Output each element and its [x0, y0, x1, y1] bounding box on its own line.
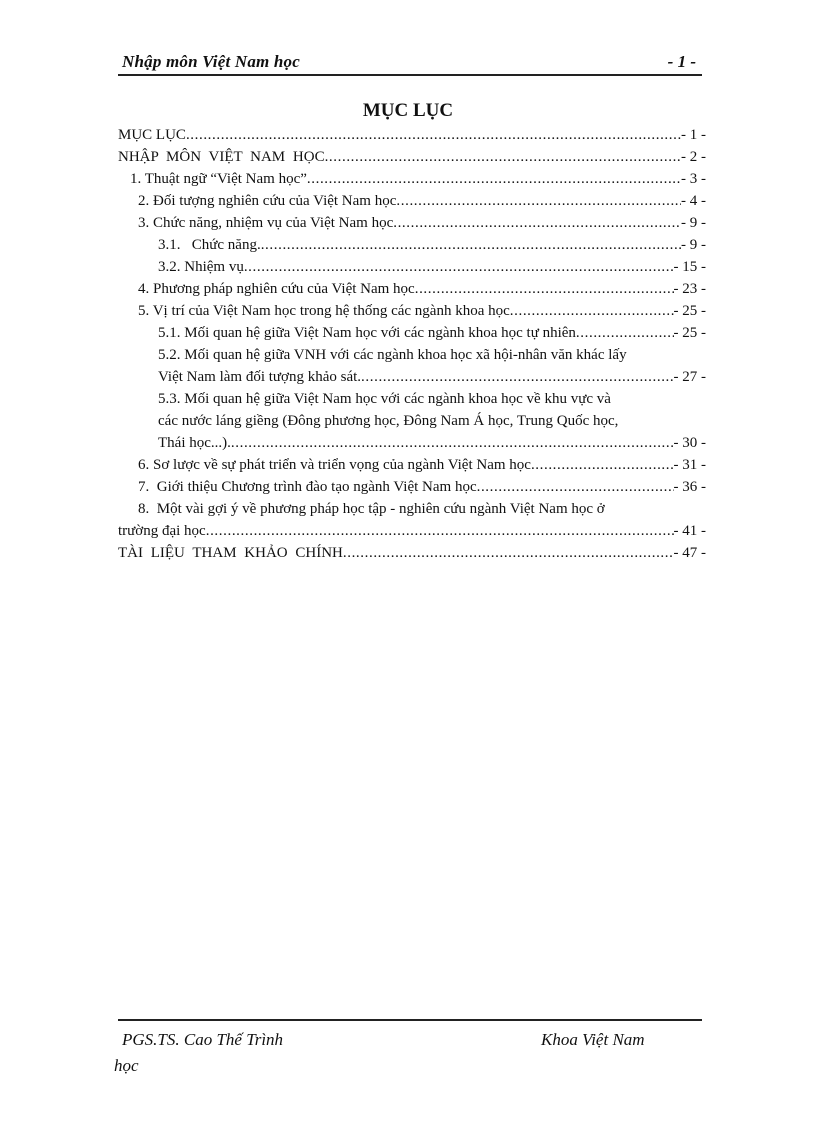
- toc-entry-3-1[interactable]: [118, 234, 706, 256]
- toc-leader-dots: [244, 256, 674, 278]
- toc-entry-2[interactable]: [118, 190, 706, 212]
- toc-entry-3[interactable]: [118, 212, 706, 234]
- toc-entry-text-line: 5.3. Mối quan hệ giữa Việt Nam học với các ngành khoa học về khu vực và: [158, 391, 611, 407]
- toc-entry-text-line: các nước láng giềng (Đông phương học, Đông Nam Á học, Trung Quốc học,: [158, 413, 619, 429]
- toc-leader-dots: [325, 146, 681, 168]
- table-of-contents: [118, 124, 706, 564]
- toc-leader-dots: [261, 234, 681, 256]
- toc-entry-3-2[interactable]: [118, 256, 706, 278]
- toc-entry-text: TÀI LIỆU THAM KHẢO CHÍNH: [118, 545, 343, 561]
- toc-entry-text-line: Thái học...).: [158, 435, 231, 451]
- toc-leader-dots: [576, 322, 674, 344]
- toc-entry-5-3[interactable]: [118, 388, 706, 454]
- toc-entry-page: - 27 -: [673, 369, 706, 385]
- toc-entry-page: - 23 -: [673, 281, 706, 297]
- toc-entry-text: 1. Thuật ngữ “Việt Nam học”: [130, 171, 307, 187]
- toc-entry-6[interactable]: [118, 454, 706, 476]
- toc-entry-text: 4. Phương pháp nghiên cứu của Việt Nam học: [138, 281, 415, 297]
- toc-heading: MỤC LỤC: [362, 100, 454, 121]
- toc-entry-page: - 2 -: [681, 149, 706, 165]
- toc-entry-page: - 41 -: [673, 523, 706, 539]
- toc-leader-dots: [231, 432, 674, 454]
- toc-leader-dots: [415, 278, 674, 300]
- toc-entry-text: 6. Sơ lược về sự phát triển và triển vọng của ngành Việt Nam học: [138, 457, 531, 473]
- toc-entry-text: 7. Giới thiệu Chương trình đào tạo ngành Việt Nam học: [138, 479, 477, 495]
- footer-author: PGS.TS. Cao Thế Trình: [122, 1030, 284, 1049]
- toc-entry-page: - 1 -: [681, 127, 706, 143]
- toc-entry-text: 5.1. Mối quan hệ giữa Việt Nam học với các ngành khoa học tự nhiên: [158, 325, 576, 341]
- toc-entry-text: 3. Chức năng, nhiệm vụ của Việt Nam học: [138, 215, 394, 231]
- toc-entry-page: - 9 -: [681, 215, 706, 231]
- footer-department-continued: học: [114, 1056, 139, 1075]
- toc-leader-dots: [396, 190, 681, 212]
- toc-entry-4[interactable]: [118, 278, 706, 300]
- page-header: [118, 50, 702, 76]
- toc-entry-text-line: 5.2. Mối quan hệ giữa VNH với các ngành khoa học xã hội-nhân văn khác lấy: [158, 347, 627, 363]
- toc-entry-text: 3.1. Chức năng.: [158, 237, 261, 253]
- toc-entry-page: - 3 -: [681, 171, 706, 187]
- toc-leader-dots: [186, 124, 681, 146]
- toc-entry-text-line: trường đại học: [118, 523, 206, 539]
- toc-entry-text: NHẬP MÔN VIỆT NAM HỌC: [118, 149, 325, 165]
- toc-entry-5[interactable]: [118, 300, 706, 322]
- toc-entry-page: - 30 -: [673, 435, 706, 451]
- toc-entry-page: - 9 -: [681, 237, 706, 253]
- toc-leader-dots: [510, 300, 674, 322]
- footer-rule: [118, 1019, 702, 1021]
- toc-entry-text-line: 8. Một vài gợi ý về phương pháp học tập - nghiên cứu ngành Việt Nam học ở: [138, 501, 605, 517]
- toc-entry-page: - 36 -: [673, 479, 706, 495]
- footer-department: Khoa Việt Nam: [541, 1030, 645, 1049]
- toc-leader-dots: [206, 520, 674, 542]
- toc-entry-page: - 4 -: [681, 193, 706, 209]
- toc-leader-dots: [393, 212, 681, 234]
- toc-leader-dots: [361, 366, 673, 388]
- toc-leader-dots: [531, 454, 674, 476]
- toc-entry-text: 3.2. Nhiệm vụ: [158, 259, 244, 275]
- toc-entry-8[interactable]: [118, 498, 706, 542]
- toc-entry-7[interactable]: [118, 476, 706, 498]
- toc-entry-text: 2. Đối tượng nghiên cứu của Việt Nam học: [138, 193, 397, 209]
- toc-entry-1[interactable]: [118, 168, 706, 190]
- toc-entry-page: - 25 -: [673, 303, 706, 319]
- toc-entry-text: 5. Vị trí của Việt Nam học trong hệ thống các ngành khoa học: [138, 303, 510, 319]
- toc-entry-nhap-mon[interactable]: [118, 146, 706, 168]
- toc-entry-page: - 15 -: [673, 259, 706, 275]
- toc-entry-muc-luc[interactable]: [118, 124, 706, 146]
- toc-leader-dots: [343, 542, 674, 564]
- header-rule: [118, 74, 702, 76]
- toc-entry-page: - 47 -: [673, 545, 706, 561]
- toc-leader-dots: [477, 476, 674, 498]
- toc-entry-tai-lieu[interactable]: [118, 542, 706, 564]
- toc-entry-5-1[interactable]: [118, 322, 706, 344]
- header-page-number: - 1 -: [667, 52, 696, 71]
- toc-leader-dots: [307, 168, 681, 190]
- toc-entry-page: - 25 -: [673, 325, 706, 341]
- toc-entry-page: - 31 -: [673, 457, 706, 473]
- toc-entry-text: MỤC LỤC: [118, 127, 186, 143]
- toc-entry-text-line: Việt Nam làm đối tượng khảo sát.: [158, 369, 362, 385]
- header-title: Nhập môn Việt Nam học: [122, 52, 301, 71]
- toc-entry-5-2[interactable]: [118, 344, 706, 388]
